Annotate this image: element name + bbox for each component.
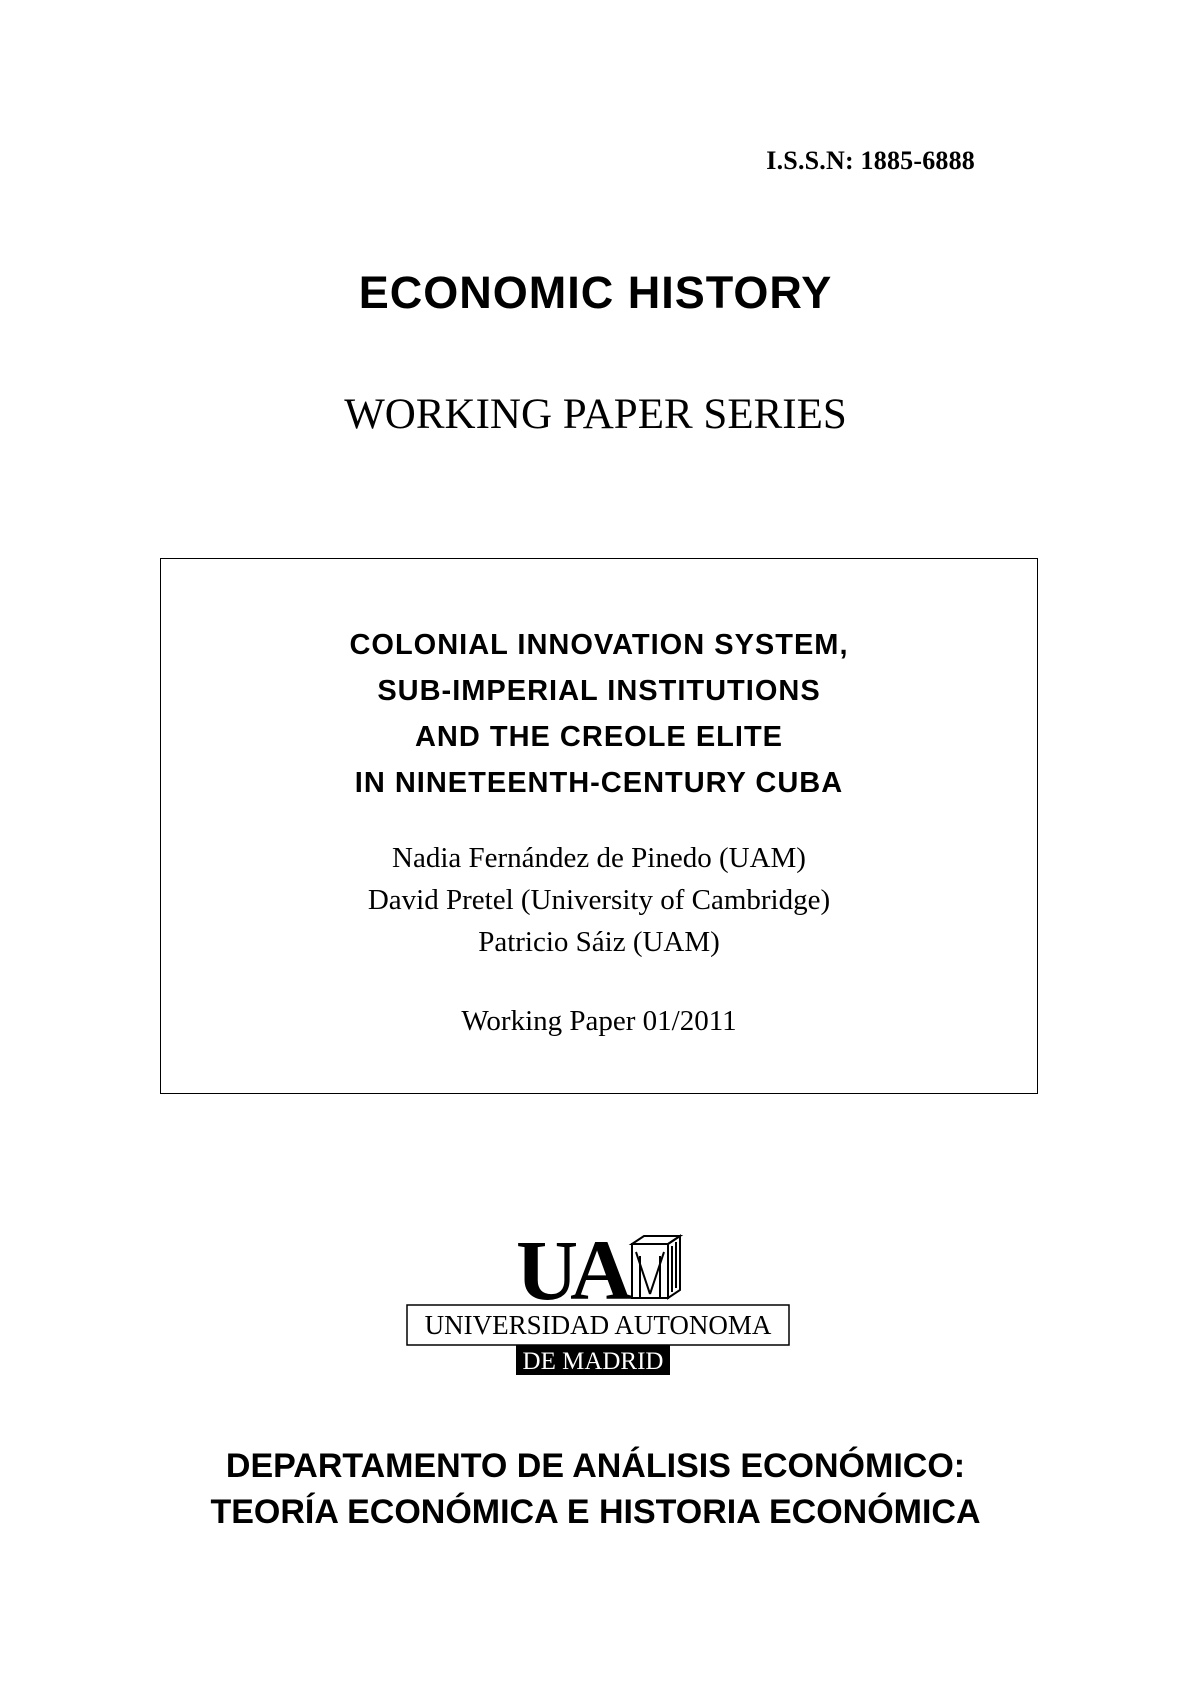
uam-logo-icon	[0, 1232, 1191, 1382]
author-list	[161, 837, 1037, 963]
paper-title	[161, 622, 1037, 806]
logo-monogram: UA	[516, 1232, 625, 1318]
paper-title-line: SUB-IMPERIAL INSTITUTIONS	[377, 675, 821, 707]
department-name	[0, 1443, 1191, 1535]
logo-m-cube	[632, 1236, 680, 1298]
paper-title-line: COLONIAL INNOVATION SYSTEM,	[349, 629, 849, 661]
logo-name-line2: DE MADRID	[522, 1348, 664, 1375]
series-subtitle: WORKING PAPER SERIES	[344, 391, 847, 438]
author-name: David Pretel (University of Cambridge)	[367, 884, 831, 916]
department-line: DEPARTAMENTO DE ANÁLISIS ECONÓMICO:	[225, 1447, 966, 1485]
author-name: Patricio Sáiz (UAM)	[478, 926, 720, 958]
issn-number: I.S.S.N: 1885-6888	[766, 146, 975, 175]
uam-logo	[0, 1232, 1191, 1382]
paper-title-line: IN NINETEENTH-CENTURY CUBA	[354, 767, 844, 799]
paper-title-line: AND THE CREOLE ELITE	[414, 721, 783, 753]
paper-info-box	[160, 558, 1038, 1094]
department-line: TEORÍA ECONÓMICA E HISTORIA ECONÓMICA	[210, 1493, 981, 1531]
working-paper-number: Working Paper 01/2011	[461, 1005, 737, 1037]
series-title: ECONOMIC HISTORY	[358, 267, 833, 318]
author-name: Nadia Fernández de Pinedo (UAM)	[392, 842, 806, 874]
logo-name-line1: UNIVERSIDAD AUTONOMA	[424, 1310, 772, 1340]
